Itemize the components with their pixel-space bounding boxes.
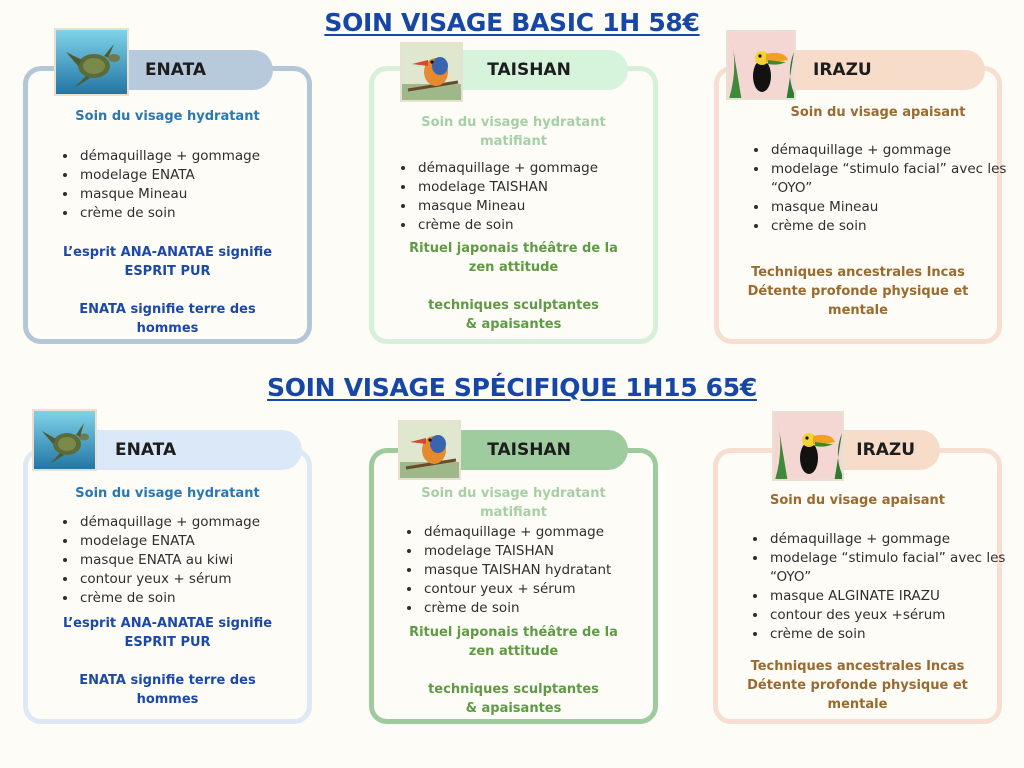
card-subtitle: Soin du visage hydratant — [75, 486, 260, 501]
card-name: TAISHAN — [487, 60, 571, 80]
list-item: • crème de soin — [769, 217, 1009, 236]
list-item: • démaquillage + gommage — [78, 513, 318, 532]
list-item: • modelage ENATA — [78, 166, 318, 185]
card-note: Techniques ancestrales Incas Détente profonde physique et mentale — [747, 659, 968, 712]
list-item: • modelage ENATA — [78, 532, 318, 551]
list-item: • masque Mineau — [78, 185, 318, 204]
card-note: techniques sculptantes & apaisantes — [428, 298, 599, 332]
section-title-basic: SOIN VISAGE BASIC 1H 58€ — [324, 8, 700, 37]
card-name: TAISHAN — [487, 440, 571, 460]
list-item: • contour yeux + sérum — [78, 570, 318, 589]
list-item: • crème de soin — [78, 589, 318, 608]
toucan-bird-photo — [772, 411, 844, 481]
card-note: L’esprit ANA-ANATAE signifie ESPRIT PUR — [62, 616, 273, 650]
card-enata-specifique — [23, 448, 312, 724]
card-name: ENATA — [115, 440, 177, 460]
list-item: • masque TAISHAN hydratant — [422, 561, 672, 580]
card-subtitle: Soin du visage apaisant — [770, 493, 945, 508]
card-taishan-specifique — [369, 448, 658, 724]
card-subtitle: Soin du visage hydratant matifiant — [421, 115, 606, 149]
list-item: • contour yeux + sérum — [422, 580, 672, 599]
card-name: ENATA — [144, 60, 207, 80]
card-subtitle: Soin du visage hydratant — [75, 109, 260, 124]
card-enata-basic — [23, 66, 312, 344]
list-item: • modelage TAISHAN — [422, 542, 672, 561]
card-taishan-basic — [369, 66, 658, 344]
kingfisher-bird-icon — [402, 44, 463, 102]
list-item: • contour des yeux +sérum — [768, 606, 1008, 625]
list-item: • démaquillage + gommage — [416, 159, 656, 178]
card-note: Rituel japonais théâtre de la zen attitude — [409, 625, 618, 659]
card-name-pill — [768, 50, 985, 90]
treatment-list — [58, 513, 318, 608]
kingfisher-bird-photo — [400, 42, 463, 102]
list-item: • crème de soin — [422, 599, 672, 618]
list-item: • crème de soin — [768, 625, 1008, 644]
treatment-list — [396, 159, 656, 235]
card-subtitle: Soin du visage hydratant matifiant — [421, 486, 606, 520]
list-item: • démaquillage + gommage — [769, 141, 1009, 160]
kingfisher-bird-photo — [398, 420, 461, 480]
card-note: Techniques ancestrales Incas Détente profonde physique et mentale — [747, 265, 969, 318]
list-item: • crème de soin — [416, 216, 656, 235]
list-item: • masque Mineau — [416, 197, 656, 216]
toucan-bird-icon — [774, 413, 844, 481]
treatment-list — [749, 141, 1009, 236]
list-item: • modelage “stimulo facial” avec les “OYO” — [768, 549, 1008, 587]
list-item: • démaquillage + gommage — [78, 147, 318, 166]
sea-turtle-photo — [54, 28, 129, 96]
treatment-list — [402, 523, 672, 618]
section-title-specifique: SOIN VISAGE SPÉCIFIQUE 1H15 65€ — [267, 373, 757, 402]
card-name: IRAZU — [813, 60, 872, 80]
list-item: • masque Mineau — [769, 198, 1009, 217]
card-irazu-basic — [714, 66, 1007, 344]
card-subtitle: Soin du visage apaisant — [790, 105, 966, 120]
sea-turtle-icon — [56, 30, 129, 96]
list-item: • masque ALGINATE IRAZU — [768, 587, 1008, 606]
list-item: • modelage TAISHAN — [416, 178, 656, 197]
toucan-bird-icon — [728, 32, 796, 100]
toucan-bird-photo — [726, 30, 796, 100]
treatment-list — [58, 147, 318, 223]
card-note: techniques sculptantes & apaisantes — [428, 682, 599, 716]
card-irazu-specifique — [713, 448, 1006, 724]
sea-turtle-photo — [32, 409, 97, 471]
card-note: ENATA signifie terre des hommes — [79, 302, 256, 336]
list-item: • masque ENATA au kiwi — [78, 551, 318, 570]
kingfisher-bird-icon — [400, 422, 461, 480]
list-item: • démaquillage + gommage — [422, 523, 672, 542]
treatment-list — [748, 530, 1008, 644]
card-name: IRAZU — [856, 440, 915, 460]
sea-turtle-icon — [34, 411, 97, 471]
card-note: Rituel japonais théâtre de la zen attitude — [409, 241, 618, 275]
card-note: L’esprit ANA-ANATAE signifie ESPRIT PUR — [62, 245, 273, 279]
list-item: • crème de soin — [78, 204, 318, 223]
list-item: • démaquillage + gommage — [768, 530, 1008, 549]
card-note: ENATA signifie terre des hommes — [79, 673, 256, 707]
list-item: • modelage “stimulo facial” avec les “OYO” — [769, 160, 1009, 198]
